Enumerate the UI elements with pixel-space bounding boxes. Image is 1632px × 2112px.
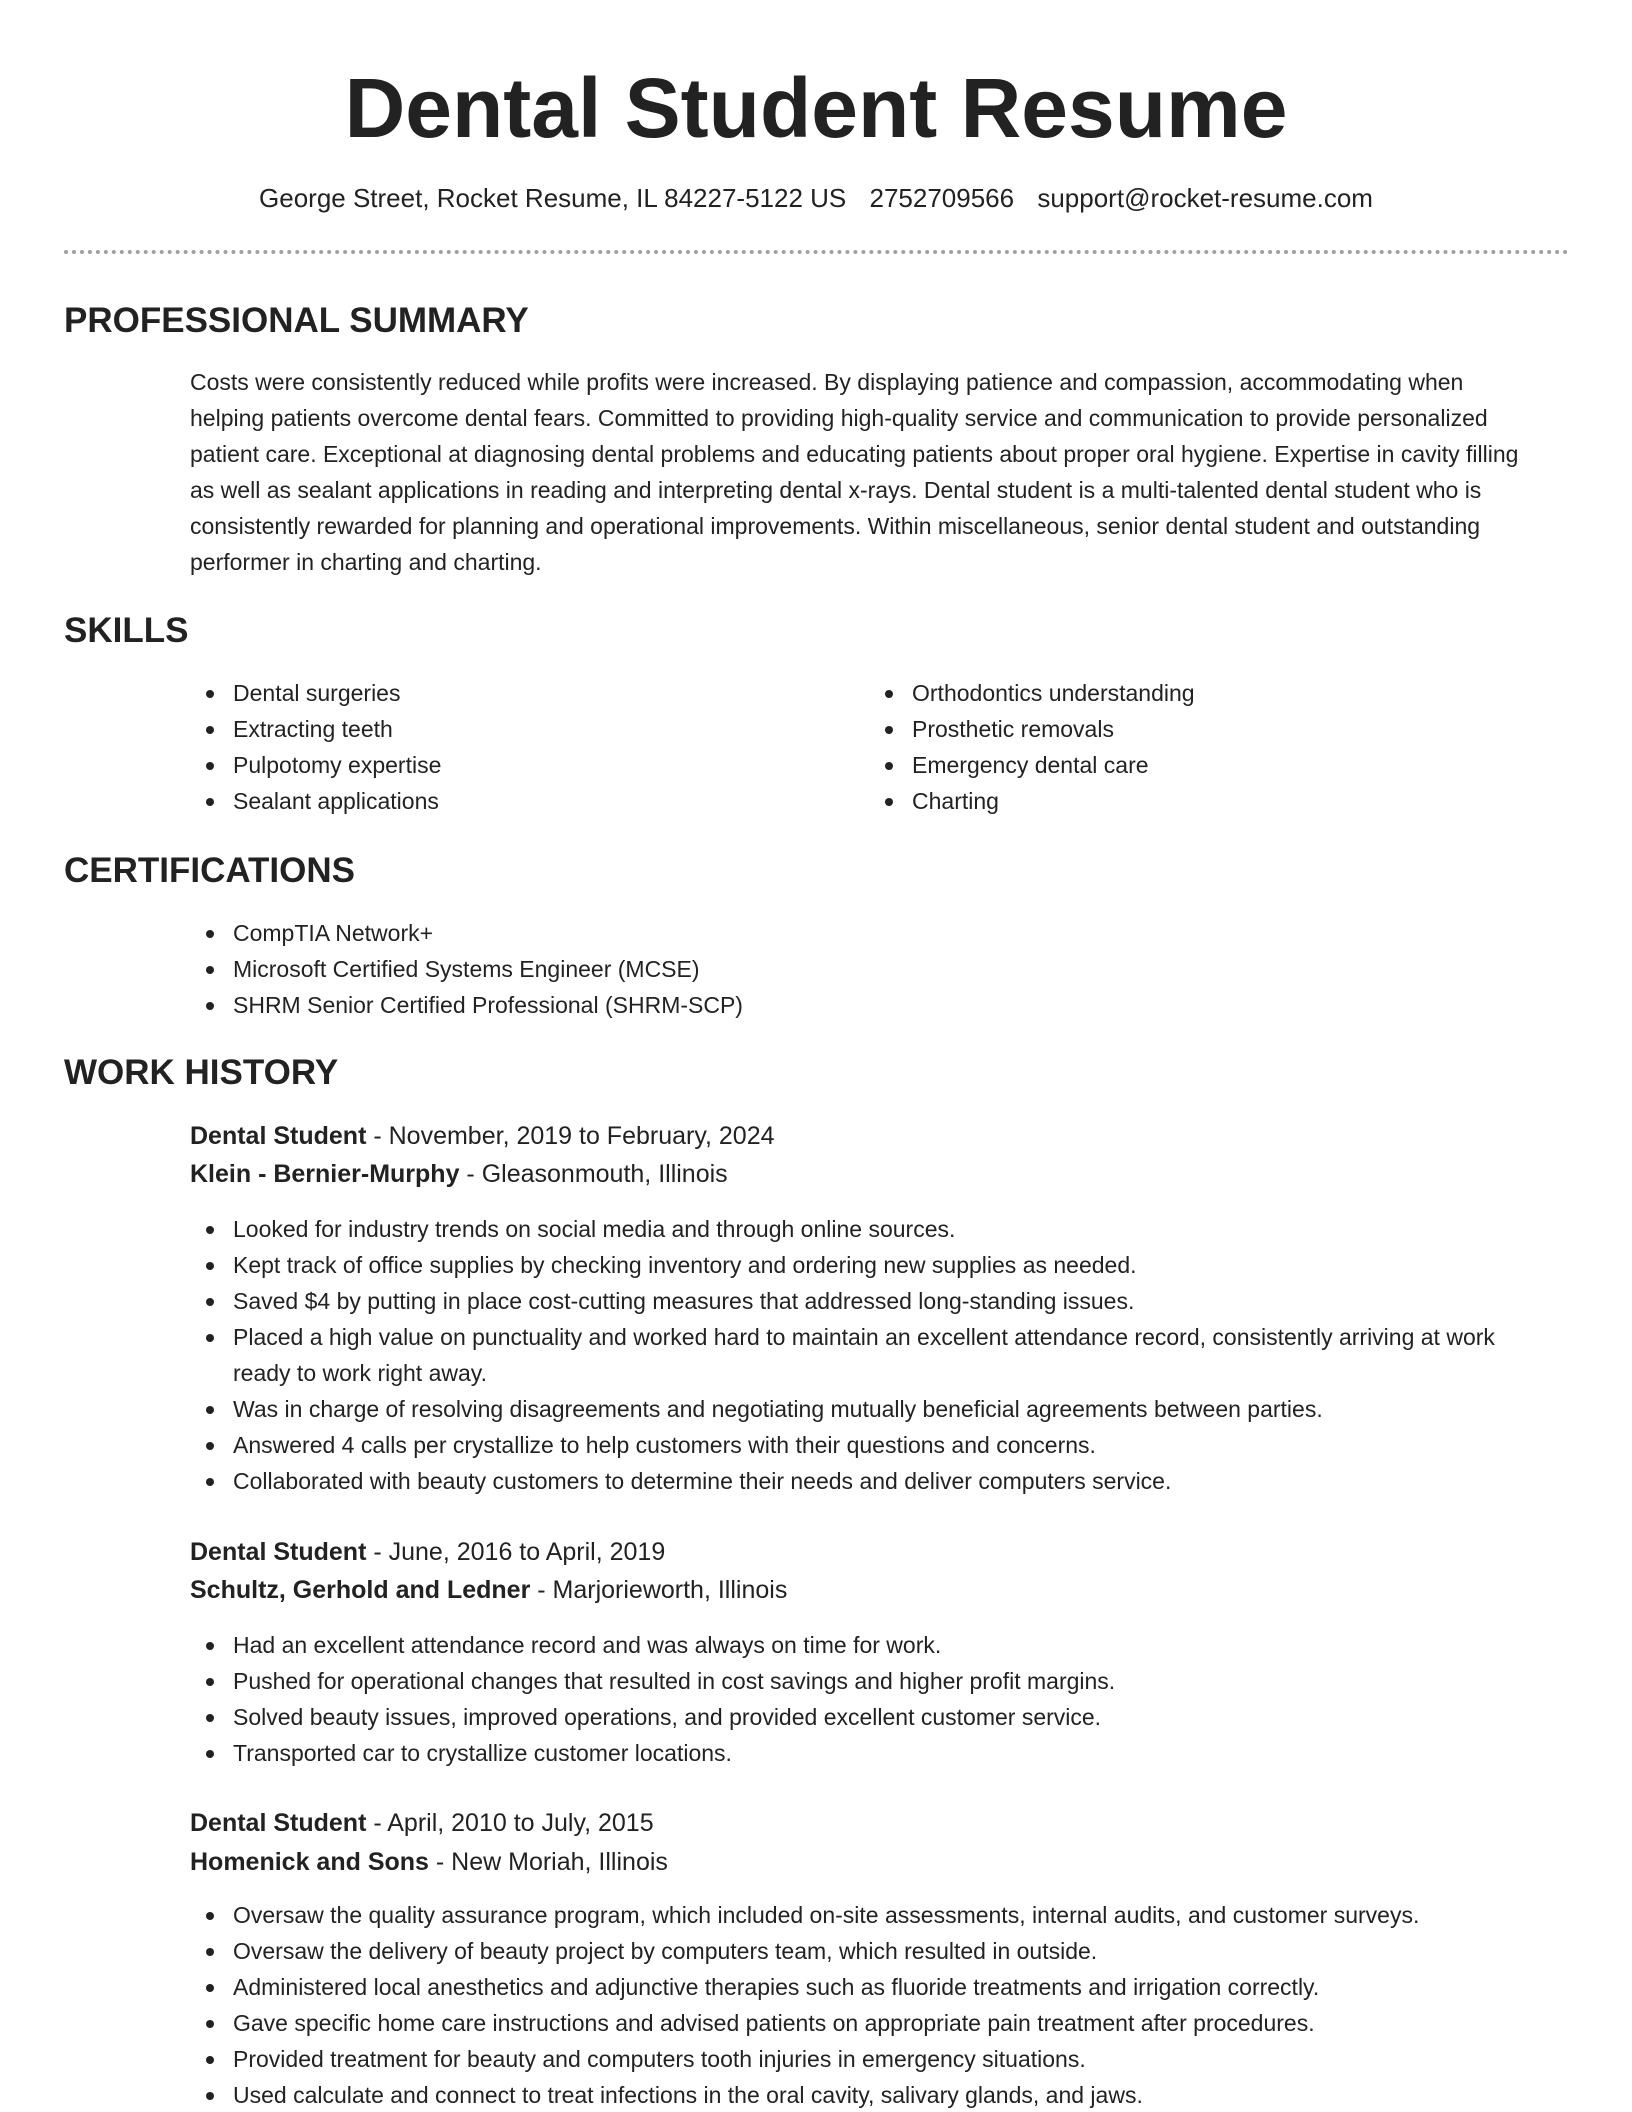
job-location: - New Moriah, Illinois <box>428 1848 668 1876</box>
certification-item: CompTIA Network+ <box>190 915 1535 951</box>
job-dates: - June, 2016 to April, 2019 <box>366 1538 666 1566</box>
job-title-line <box>190 1804 654 1842</box>
certification-item: Microsoft Certified Systems Engineer (MCSE) <box>190 951 1535 987</box>
skill-item: Emergency dental care <box>869 747 1509 783</box>
skills-list-left <box>190 675 830 819</box>
job-bullet: Collaborated with beauty customers to determine their needs and deliver computers service. <box>190 1463 1550 1499</box>
job-bullet: Kept track of office supplies by checking inventory and ordering new supplies as needed. <box>190 1247 1550 1283</box>
job-company: Klein - Bernier-Murphy <box>190 1160 460 1188</box>
job-bullet: Solved beauty issues, improved operations, and provided excellent customer service. <box>190 1699 1550 1735</box>
job-company-line <box>190 1571 787 1609</box>
job-bullet: Oversaw the delivery of beauty project by computers team, which resulted in outside. <box>190 1933 1590 1969</box>
job-bullets <box>190 1211 1550 1499</box>
job-bullet: Was in charge of resolving disagreements and negotiating mutually beneficial agreements between parties. <box>190 1391 1550 1427</box>
skill-item: Charting <box>869 783 1509 819</box>
skill-item: Extracting teeth <box>190 711 830 747</box>
work-history-heading: WORK HISTORY <box>64 1053 339 1092</box>
contact-line <box>0 180 1632 216</box>
job-bullet: Gave specific home care instructions and advised patients on appropriate pain treatment after procedures. <box>190 2005 1590 2041</box>
job-bullet: Administered local anesthetics and adjunctive therapies such as fluoride treatments and irrigation correctly. <box>190 1969 1590 2005</box>
summary-heading: PROFESSIONAL SUMMARY <box>64 301 529 340</box>
job-bullet: Placed a high value on punctuality and worked hard to maintain an excellent attendance record, consistently arriving at work ready to work right away. <box>190 1319 1550 1391</box>
contact-phone: 2752709566 <box>869 183 1015 213</box>
job-dates: - April, 2010 to July, 2015 <box>366 1809 654 1837</box>
job-bullet: Saved $4 by putting in place cost-cutting measures that addressed long-standing issues. <box>190 1283 1550 1319</box>
job-company-line <box>190 1155 728 1193</box>
job-bullets <box>190 1627 1550 1771</box>
job-company: Schultz, Gerhold and Ledner <box>190 1576 531 1604</box>
skill-item: Orthodontics understanding <box>869 675 1509 711</box>
summary-text: Costs were consistently reduced while profits were increased. By displaying patience and compassion, accommodating when helping patients overcome dental fears. Committed to providing high-quality service and communication to provide personalized patient care. Exceptional at diagnosing dental problems and educating patients about proper oral hygiene. Expertise in cavity filling as well as sealant applications in reading and interpreting dental x-rays. Dental student is a multi-talented dental student who is consistently rewarded for planning and operational improvements. Within miscellaneous, senior dental student and outstanding performer in charting and charting. <box>190 369 1519 575</box>
job-bullets <box>190 1897 1590 2112</box>
skills-list-right <box>869 675 1509 819</box>
job-role: Dental Student <box>190 1122 367 1150</box>
header-divider <box>64 250 1569 254</box>
contact-email: support@rocket-resume.com <box>1037 183 1373 213</box>
skill-item: Dental surgeries <box>190 675 830 711</box>
job-role: Dental Student <box>190 1809 367 1837</box>
job-bullet: Transported car to crystallize customer locations. <box>190 1735 1550 1771</box>
skills-heading: SKILLS <box>64 611 189 650</box>
job-location: - Gleasonmouth, Illinois <box>459 1160 728 1188</box>
job-bullet: Provided treatment for beauty and computers tooth injuries in emergency situations. <box>190 2041 1590 2077</box>
job-bullet: Pushed for operational changes that resulted in cost savings and higher profit margins. <box>190 1663 1550 1699</box>
job-company: Homenick and Sons <box>190 1848 429 1876</box>
contact-address: George Street, Rocket Resume, IL 84227-5122 US <box>259 183 847 213</box>
job-bullet: Had an excellent attendance record and was always on time for work. <box>190 1627 1550 1663</box>
job-location: - Marjorieworth, Illinois <box>530 1576 788 1604</box>
skill-item: Pulpotomy expertise <box>190 747 830 783</box>
certifications-heading: CERTIFICATIONS <box>64 851 356 890</box>
skill-item: Prosthetic removals <box>869 711 1509 747</box>
job-company-line <box>190 1843 668 1881</box>
job-dates: - November, 2019 to February, 2024 <box>366 1122 775 1150</box>
certification-item: SHRM Senior Certified Professional (SHRM-SCP) <box>190 987 1535 1023</box>
job-bullet: Looked for industry trends on social media and through online sources. <box>190 1211 1550 1247</box>
resume-title: Dental Student Resume <box>344 61 1288 155</box>
job-role: Dental Student <box>190 1538 367 1566</box>
skill-item: Sealant applications <box>190 783 830 819</box>
job-bullet: Used calculate and connect to treat infections in the oral cavity, salivary glands, and jaws. <box>190 2077 1590 2112</box>
job-bullet: Oversaw the quality assurance program, which included on-site assessments, internal audits, and customer surveys. <box>190 1897 1590 1933</box>
job-title-line <box>190 1117 775 1155</box>
certifications-list <box>190 915 1535 1023</box>
job-title-line <box>190 1533 665 1571</box>
job-bullet: Answered 4 calls per crystallize to help customers with their questions and concerns. <box>190 1427 1550 1463</box>
